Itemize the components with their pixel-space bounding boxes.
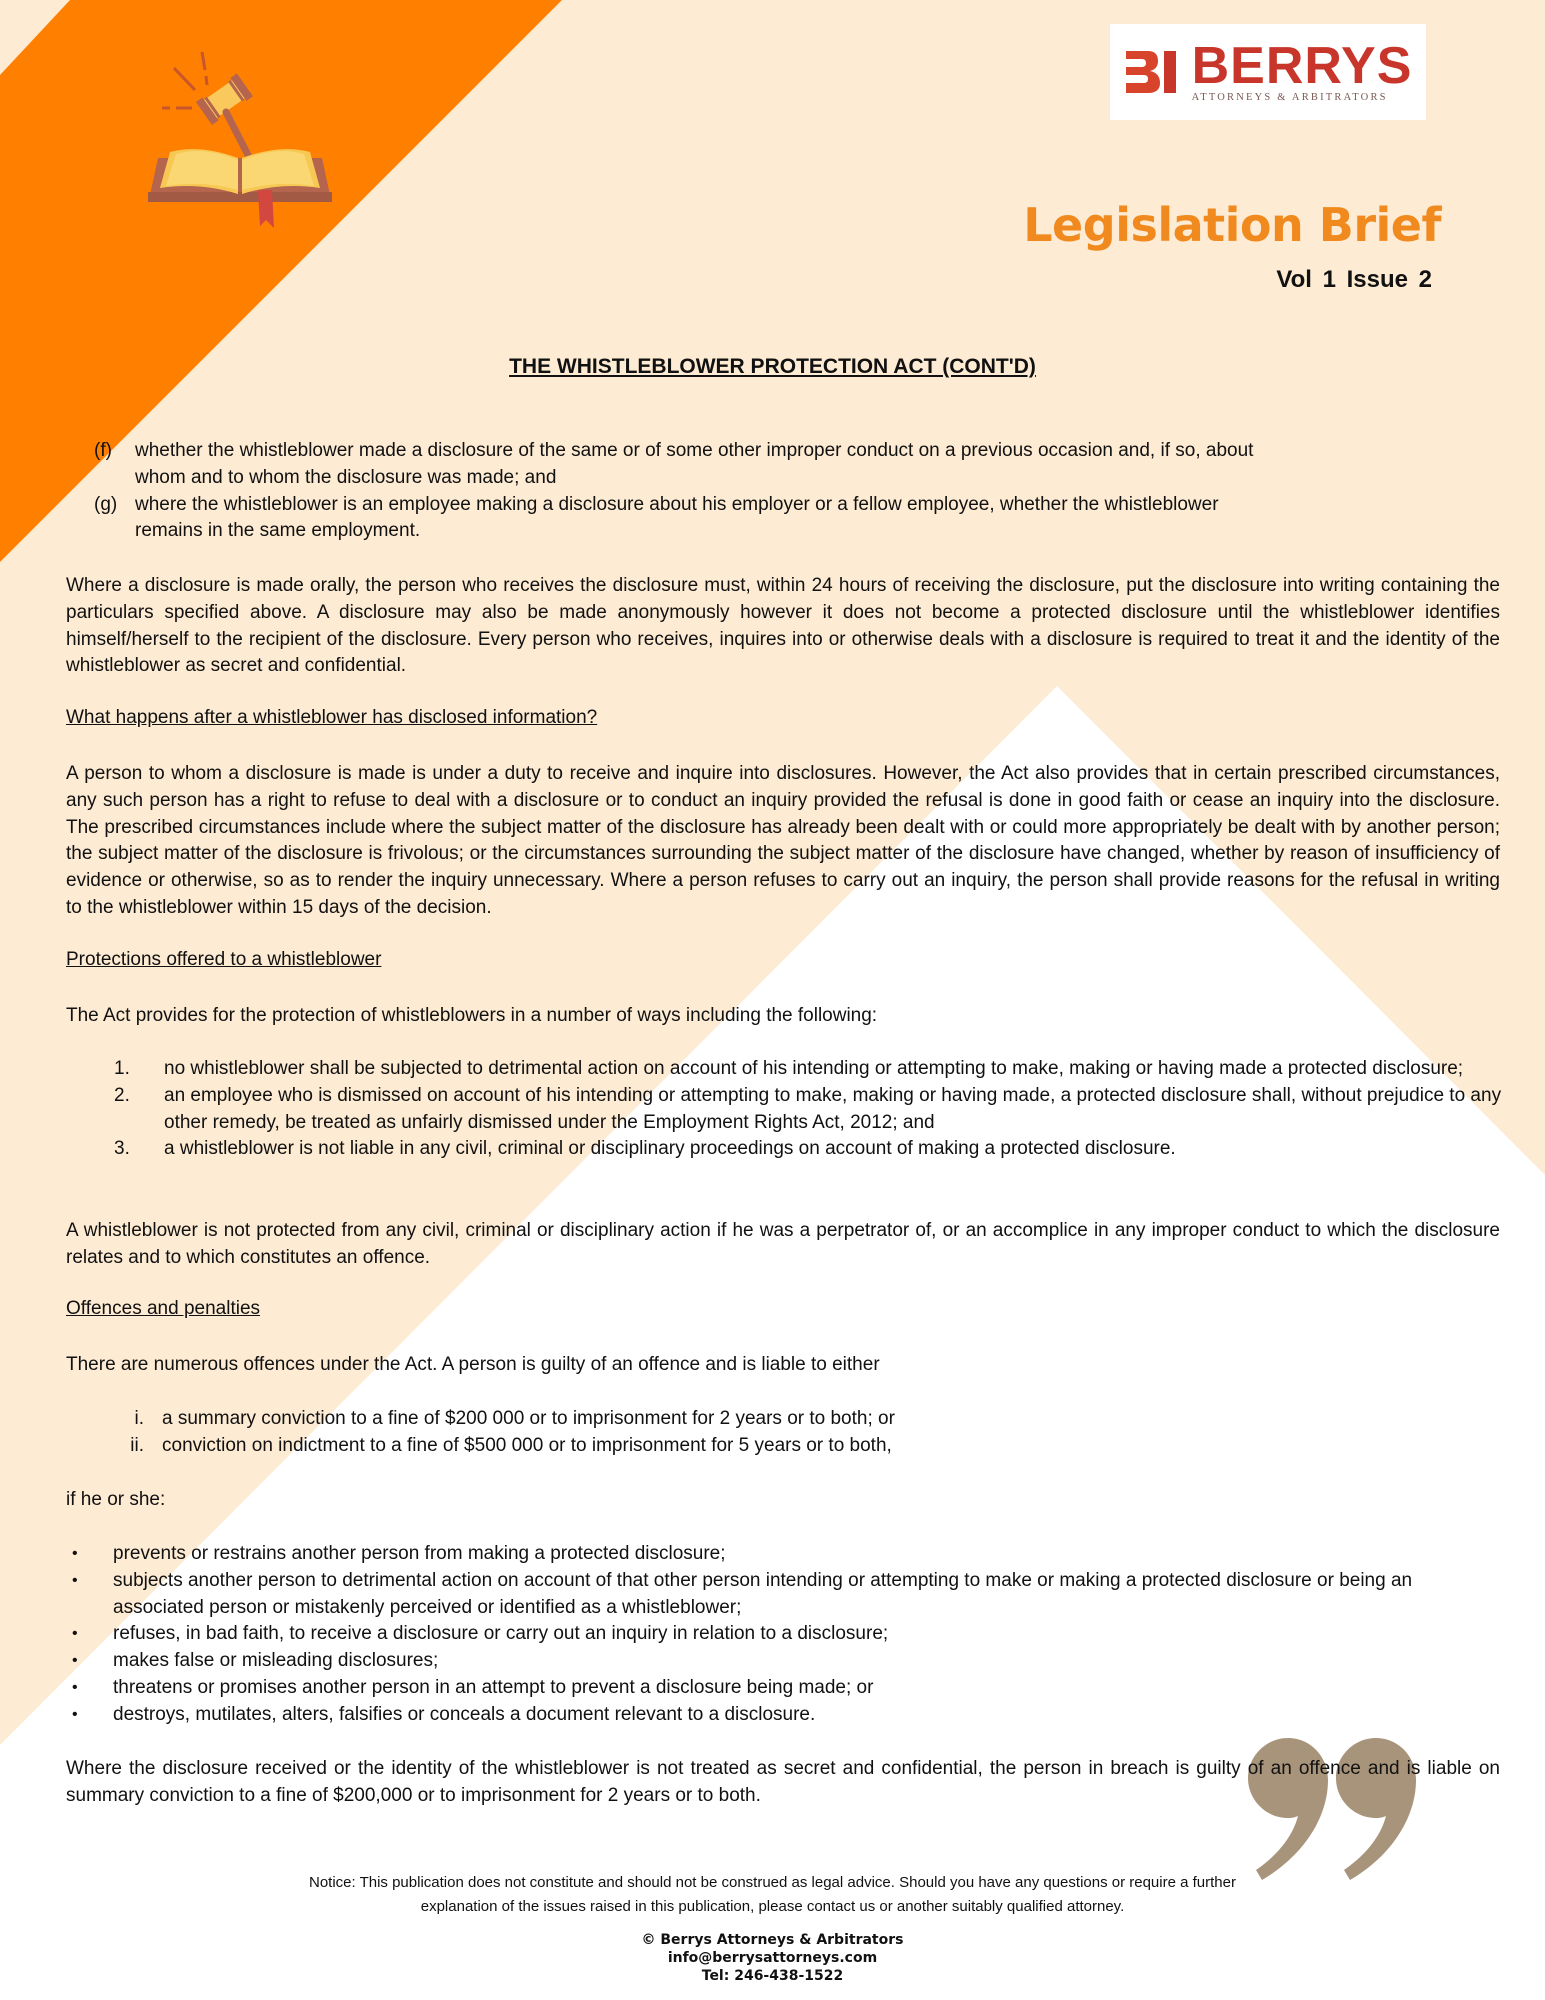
item-marker: 2. — [114, 1084, 130, 1106]
bullet-icon: • — [72, 1678, 78, 1696]
paragraph-breach: Where the disclosure received or the identity of the whistleblower is not treated as secret and confidential, the person in breach is guilty of an offence and is liable on summary conviction to a fine of $200,000 or to imprisonment for 2 years or to both. — [66, 1758, 1500, 1806]
item-marker: 3. — [114, 1138, 130, 1160]
paragraph-protections-intro: The Act provides for the protection of whistleblowers in a number of ways including the following: — [66, 1005, 878, 1026]
bullet-icon: • — [72, 1571, 78, 1589]
item-text: refuses, in bad faith, to receive a disclosure or carry out an inquiry in relation to a disclosure; — [113, 1623, 889, 1645]
publication-title: Legislation Brief — [1023, 198, 1441, 252]
item-marker: 1. — [114, 1058, 130, 1079]
paragraph-not-protected: A whistleblower is not protected from any civil, criminal or disciplinary action if he was a perpetrator of, or an accomplice in any improper conduct to which the disclosure relates and to which constitutes an offence. — [66, 1220, 1500, 1268]
list-item — [72, 1702, 1472, 1729]
section-heading-after-disclosure: What happens after a whistleblower has disclosed information? — [66, 707, 598, 728]
item-text: where the whistleblower is an employee making a disclosure about his employer or a fellow employee, whether the whistleblower — [135, 493, 1219, 515]
notice-line: Notice: This publication does not constitute and should not be construed as legal advice. Should you have any questions or require a further — [309, 1874, 1236, 1891]
list-item-continuation — [94, 465, 1394, 492]
legal-notice — [0, 1871, 1545, 1919]
logo-text — [1191, 36, 1413, 103]
item-text: whether the whistleblower made a disclosure of the same or of some other improper conduct on a previous occasion and, if so, about — [135, 440, 1254, 461]
list-item — [114, 1083, 1502, 1137]
item-text: prevents or restrains another person from making a protected disclosure; — [113, 1543, 726, 1564]
gavel-book-icon — [140, 40, 340, 240]
penalties-list — [110, 1406, 1110, 1460]
item-marker: (f) — [94, 440, 112, 461]
item-marker: (g) — [94, 493, 118, 515]
company-logo — [1110, 24, 1426, 120]
list-item — [114, 1136, 1502, 1163]
item-marker: i. — [134, 1408, 144, 1429]
volume-issue: Vol 1 Issue 2 — [1276, 266, 1432, 293]
lettered-list — [94, 438, 1394, 545]
logo-name: BERRYS — [1191, 36, 1413, 95]
notice-line: explanation of the issues raised in this publication, please contact us or another suitably qualified attorney. — [420, 1898, 1125, 1915]
logo-b-icon — [1124, 45, 1178, 99]
list-item — [114, 1056, 1502, 1083]
copyright: © Berrys Attorneys & Arbitrators — [641, 1932, 904, 1948]
email-link[interactable]: info@berrysattorneys.com — [667, 1950, 878, 1966]
paragraph-offences-intro: There are numerous offences under the Act. A person is guilty of an offence and is liable to either — [66, 1354, 880, 1375]
protections-list — [114, 1056, 1502, 1163]
section-heading-protections: Protections offered to a whistleblower — [66, 949, 382, 970]
item-text: an employee who is dismissed on account of his intending or attempting to make, making or having made, a protected disclosure shall, without prejudice to any other remedy, be treated as unfairly dismissed under the Employment Rights Act, 2012; and — [164, 1084, 1502, 1133]
list-item — [110, 1433, 1110, 1460]
item-text: a summary conviction to a fine of $200 000 or to imprisonment for 2 years or to both; or — [162, 1408, 895, 1429]
offences-list — [72, 1541, 1472, 1729]
item-marker: ii. — [130, 1434, 144, 1456]
list-item — [72, 1675, 1472, 1702]
bullet-icon: • — [72, 1705, 78, 1723]
list-item — [94, 438, 1394, 465]
item-text: remains in the same employment. — [135, 520, 421, 542]
item-text: no whistleblower shall be subjected to detrimental action on account of his intending or attempting to make, making or having made a protected disclosure; — [164, 1058, 1464, 1079]
list-item — [72, 1621, 1472, 1648]
item-text: conviction on indictment to a fine of $500 000 or to imprisonment for 5 years or to both, — [162, 1434, 892, 1456]
list-item — [94, 492, 1394, 519]
paragraph-oral-disclosure: Where a disclosure is made orally, the person who receives the disclosure must, within 24 hours of receiving the disclosure, put the disclosure into writing containing the particulars specified above. A disclosure may also be made anonymously however it does not become a protected disclosure until the whistleblower identifies himself/herself to the recipient of the disclosure. Every person who receives, inquires into or otherwise deals with a disclosure is required to treat it and the identity of the whistleblower as secret and confidential. — [66, 575, 1500, 677]
item-text: destroys, mutilates, alters, falsifies or conceals a document relevant to a disclosure. — [113, 1703, 816, 1725]
footer-contact — [0, 1931, 1545, 1985]
paragraph-if-he-or-she: if he or she: — [66, 1489, 166, 1510]
bullet-icon: • — [72, 1652, 78, 1670]
list-item — [72, 1541, 1472, 1568]
item-text: a whistleblower is not liable in any civil, criminal or disciplinary proceedings on account of making a protected disclosure. — [164, 1138, 1176, 1160]
bullet-icon: • — [72, 1545, 78, 1562]
section-heading-offences: Offences and penalties — [66, 1298, 261, 1319]
list-item — [72, 1648, 1472, 1675]
item-text: makes false or misleading disclosures; — [113, 1650, 439, 1672]
list-item — [110, 1406, 1110, 1433]
phone-number: Tel: 246-438-1522 — [701, 1968, 844, 1984]
bullet-icon: • — [72, 1625, 78, 1643]
document-title: THE WHISTLEBLOWER PROTECTION ACT (CONT'D) — [509, 355, 1036, 378]
item-text: threatens or promises another person in an attempt to prevent a disclosure being made; or — [113, 1676, 874, 1698]
list-item-continuation — [94, 518, 1394, 545]
item-text: whom and to whom the disclosure was made; and — [135, 466, 557, 488]
item-text: subjects another person to detrimental action on account of that other person intending or attempting to make or making a protected disclosure or being an associated person or mistakenly perceived or identified as a whistleblower; — [113, 1569, 1413, 1618]
list-item — [72, 1568, 1472, 1622]
paragraph-after-disclosure: A person to whom a disclosure is made is under a duty to receive and inquire into disclosures. However, the Act also provides that in certain prescribed circumstances, any such person has a right to refuse to deal with a disclosure or to conduct an inquiry provided the refusal is done in good faith or cease an inquiry into the disclosure. The prescribed circumstances include where the subject matter of the disclosure has already been dealt with or could more appropriately be dealt with by another person; the subject matter of the disclosure is frivolous; or the circumstances surrounding the subject matter of the disclosure have changed, whether by reason of insufficiency of evidence or otherwise, so as to render the inquiry unnecessary. Where a person refuses to carry out an inquiry, the person shall provide reasons for the refusal in writing to the whistleblower within 15 days of the decision. — [66, 763, 1500, 918]
logo-tagline: ATTORNEYS & ARBITRATORS — [1191, 91, 1388, 103]
